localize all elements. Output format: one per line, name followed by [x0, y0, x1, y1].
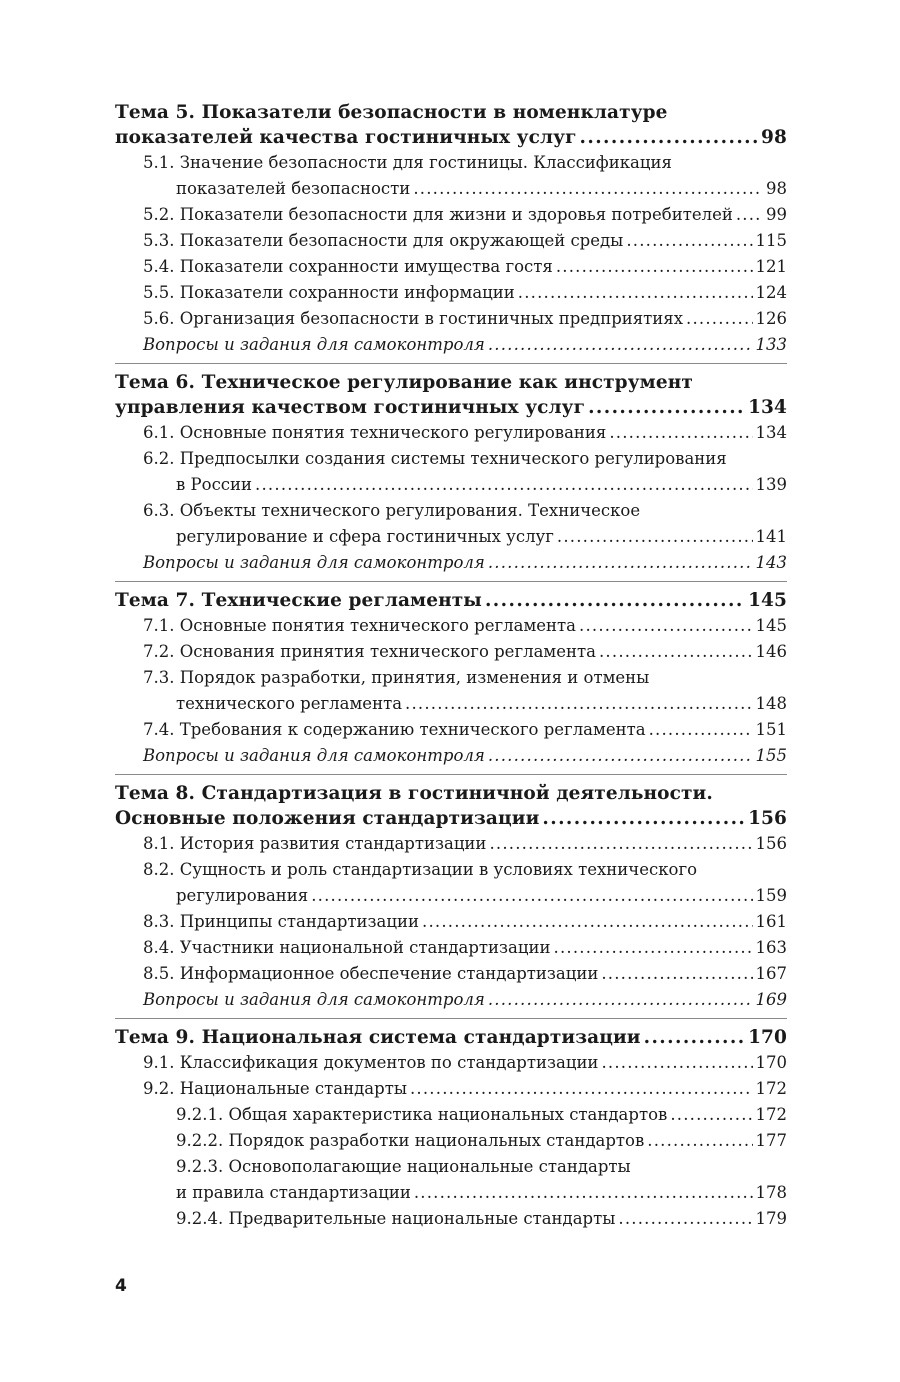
- entry-page-number: 133: [755, 335, 787, 354]
- entry-text: Вопросы и задания для самоконтроля: [143, 335, 485, 354]
- entry-text: и правила стандартизации: [176, 1183, 411, 1202]
- entry-text: Вопросы и задания для самоконтроля: [143, 553, 485, 572]
- toc-entry[interactable]: [115, 254, 787, 280]
- entry-page-number: 145: [755, 616, 787, 635]
- toc-entry-questions[interactable]: [115, 550, 787, 576]
- entry-text: 8.3. Принципы стандартизации: [143, 912, 419, 931]
- toc-subentry[interactable]: [115, 1154, 787, 1206]
- toc-subentry[interactable]: [115, 1206, 787, 1232]
- topic-7: [115, 581, 787, 769]
- entry-page-number: 159: [755, 886, 787, 905]
- toc-entry[interactable]: [115, 202, 787, 228]
- toc-entry-questions[interactable]: [115, 332, 787, 358]
- topic-page-number: 134: [748, 397, 787, 418]
- dot-leader: [601, 1050, 752, 1076]
- entry-page-number: 115: [755, 231, 787, 250]
- dot-leader: [686, 306, 753, 332]
- dot-leader: [647, 1128, 752, 1154]
- dot-leader: [670, 1102, 752, 1128]
- entry-page-number: 134: [755, 423, 787, 442]
- topic-9: [115, 1018, 787, 1232]
- dot-leader: [588, 395, 745, 420]
- entry-page-number: 178: [755, 1183, 787, 1202]
- entry-text: 7.4. Требования к содержанию технического регламента: [143, 720, 646, 739]
- topic-title-line: показателей качества гостиничных услуг: [115, 127, 577, 148]
- dot-leader: [255, 472, 752, 498]
- topic-title[interactable]: [115, 100, 787, 150]
- entry-page-number: 143: [755, 553, 787, 572]
- table-of-contents: [115, 100, 787, 1232]
- toc-entry[interactable]: [115, 228, 787, 254]
- topic-page-number: 156: [748, 808, 787, 829]
- entry-page-number: 124: [755, 283, 787, 302]
- toc-entry[interactable]: [115, 613, 787, 639]
- entry-page-number: 163: [755, 938, 787, 957]
- dot-leader: [405, 691, 752, 717]
- dot-leader: [626, 228, 752, 254]
- dot-leader: [488, 987, 753, 1013]
- dot-leader: [488, 332, 753, 358]
- entry-page-number: 148: [755, 694, 787, 713]
- entry-page-number: 121: [755, 257, 787, 276]
- entry-page-number: 169: [755, 990, 787, 1009]
- entry-text: 5.4. Показатели сохранности имущества гостя: [143, 257, 553, 276]
- topic-title-line: Основные положения стандартизации: [115, 808, 540, 829]
- entry-text: показателей безопасности: [176, 179, 411, 198]
- toc-subentry[interactable]: [115, 1102, 787, 1128]
- entry-text: 7.3. Порядок разработки, принятия, изменения и отмены: [143, 668, 650, 687]
- toc-entry[interactable]: [115, 1076, 787, 1102]
- toc-entry[interactable]: [115, 857, 787, 909]
- topic-title-line: Тема 5. Показатели безопасности в номенклатуре: [115, 102, 668, 123]
- topic-title[interactable]: [115, 370, 787, 420]
- dot-leader: [542, 806, 745, 831]
- topic-6: [115, 363, 787, 576]
- dot-leader: [311, 883, 752, 909]
- entry-text: 8.2. Сущность и роль стандартизации в условиях технического: [143, 860, 698, 879]
- dot-leader: [413, 176, 763, 202]
- toc-entry[interactable]: [115, 831, 787, 857]
- entry-text: регулирование и сфера гостиничных услуг: [176, 527, 554, 546]
- toc-entry-questions[interactable]: [115, 743, 787, 769]
- entry-page-number: 156: [755, 834, 787, 853]
- topic-page-number: 98: [761, 127, 787, 148]
- topic-title-line: Тема 6. Техническое регулирование как инструмент: [115, 372, 693, 393]
- dot-leader: [518, 280, 753, 306]
- entry-page-number: 172: [755, 1079, 787, 1098]
- entry-text: 6.3. Объекты технического регулирования. Техническое: [143, 501, 641, 520]
- entry-text: 9.2.3. Основополагающие национальные стандарты: [176, 1157, 631, 1176]
- entry-text: 9.2.1. Общая характеристика национальных стандартов: [176, 1105, 668, 1124]
- entry-page-number: 151: [755, 720, 787, 739]
- toc-entry-questions[interactable]: [115, 987, 787, 1013]
- dot-leader: [414, 1180, 753, 1206]
- entry-text: 5.2. Показатели безопасности для жизни и здоровья потребителей: [143, 205, 733, 224]
- topic-title-line: Тема 7. Технические регламенты: [115, 590, 482, 611]
- dot-leader: [618, 1206, 752, 1232]
- entry-page-number: 179: [755, 1209, 787, 1228]
- entry-text: 6.1. Основные понятия технического регулирования: [143, 423, 607, 442]
- dot-leader: [489, 831, 752, 857]
- dot-leader: [422, 909, 753, 935]
- entry-text: Вопросы и задания для самоконтроля: [143, 746, 485, 765]
- toc-entry[interactable]: [115, 446, 787, 498]
- toc-entry[interactable]: [115, 150, 787, 202]
- toc-entry[interactable]: [115, 639, 787, 665]
- entry-text: 5.1. Значение безопасности для гостиницы. Классификация: [143, 153, 672, 172]
- entry-page-number: 99: [766, 205, 787, 224]
- dot-leader: [488, 550, 753, 576]
- toc-entry[interactable]: [115, 935, 787, 961]
- dot-leader: [579, 613, 752, 639]
- entry-text: 8.5. Информационное обеспечение стандартизации: [143, 964, 599, 983]
- entry-text: 8.4. Участники национальной стандартизации: [143, 938, 551, 957]
- dot-leader: [649, 717, 753, 743]
- dot-leader: [580, 125, 759, 150]
- topic-title[interactable]: [115, 588, 787, 613]
- toc-entry[interactable]: [115, 909, 787, 935]
- entry-page-number: 161: [755, 912, 787, 931]
- entry-text: 9.1. Классификация документов по стандартизации: [143, 1053, 599, 1072]
- entry-text: технического регламента: [176, 694, 403, 713]
- toc-entry[interactable]: [115, 961, 787, 987]
- entry-page-number: 98: [766, 179, 787, 198]
- entry-page-number: 146: [755, 642, 787, 661]
- entry-text: 5.6. Организация безопасности в гостиничных предприятиях: [143, 309, 683, 328]
- topic-5: [115, 100, 787, 358]
- toc-entry[interactable]: [115, 498, 787, 550]
- entry-text: в России: [176, 475, 253, 494]
- topic-title[interactable]: [115, 781, 787, 831]
- page-number: 4: [115, 1276, 127, 1296]
- entry-page-number: 139: [755, 475, 787, 494]
- dot-leader: [601, 961, 752, 987]
- entry-text: 5.3. Показатели безопасности для окружающей среды: [143, 231, 624, 250]
- entry-text: 7.1. Основные понятия технического регламента: [143, 616, 577, 635]
- dot-leader: [736, 202, 763, 228]
- entry-text: 7.2. Основания принятия технического регламента: [143, 642, 596, 661]
- dot-leader: [609, 420, 752, 446]
- entry-text: 9.2.4. Предварительные национальные стандарты: [176, 1209, 616, 1228]
- dot-leader: [485, 588, 745, 613]
- toc-entry[interactable]: [115, 280, 787, 306]
- dot-leader: [554, 935, 753, 961]
- entry-page-number: 172: [755, 1105, 787, 1124]
- entry-page-number: 155: [755, 746, 787, 765]
- entry-page-number: 177: [755, 1131, 787, 1150]
- topic-page-number: 145: [748, 590, 787, 611]
- dot-leader: [488, 743, 753, 769]
- entry-text: 9.2.2. Порядок разработки национальных стандартов: [176, 1131, 645, 1150]
- entry-page-number: 167: [755, 964, 787, 983]
- toc-entry[interactable]: [115, 717, 787, 743]
- entry-page-number: 170: [755, 1053, 787, 1072]
- entry-text: 9.2. Национальные стандарты: [143, 1079, 407, 1098]
- dot-leader: [557, 524, 753, 550]
- entry-page-number: 126: [755, 309, 787, 328]
- dot-leader: [644, 1025, 745, 1050]
- entry-text: 8.1. История развития стандартизации: [143, 834, 487, 853]
- dot-leader: [556, 254, 753, 280]
- topic-title[interactable]: [115, 1025, 787, 1050]
- entry-page-number: 141: [755, 527, 787, 546]
- entry-text: регулирования: [176, 886, 309, 905]
- dot-leader: [599, 639, 753, 665]
- toc-entry[interactable]: [115, 1050, 787, 1076]
- toc-entry[interactable]: [115, 665, 787, 717]
- entry-text: Вопросы и задания для самоконтроля: [143, 990, 485, 1009]
- topic-8: [115, 774, 787, 1013]
- toc-entry[interactable]: [115, 420, 787, 446]
- topic-title-line: Тема 8. Стандартизация в гостиничной деятельности.: [115, 783, 713, 804]
- toc-entry[interactable]: [115, 306, 787, 332]
- entry-text: 6.2. Предпосылки создания системы технического регулирования: [143, 449, 727, 468]
- topic-title-line: управления качеством гостиничных услуг: [115, 397, 586, 418]
- toc-subentry[interactable]: [115, 1128, 787, 1154]
- entry-text: 5.5. Показатели сохранности информации: [143, 283, 515, 302]
- dot-leader: [410, 1076, 753, 1102]
- topic-page-number: 170: [748, 1027, 787, 1048]
- topic-title-line: Тема 9. Национальная система стандартизации: [115, 1027, 641, 1048]
